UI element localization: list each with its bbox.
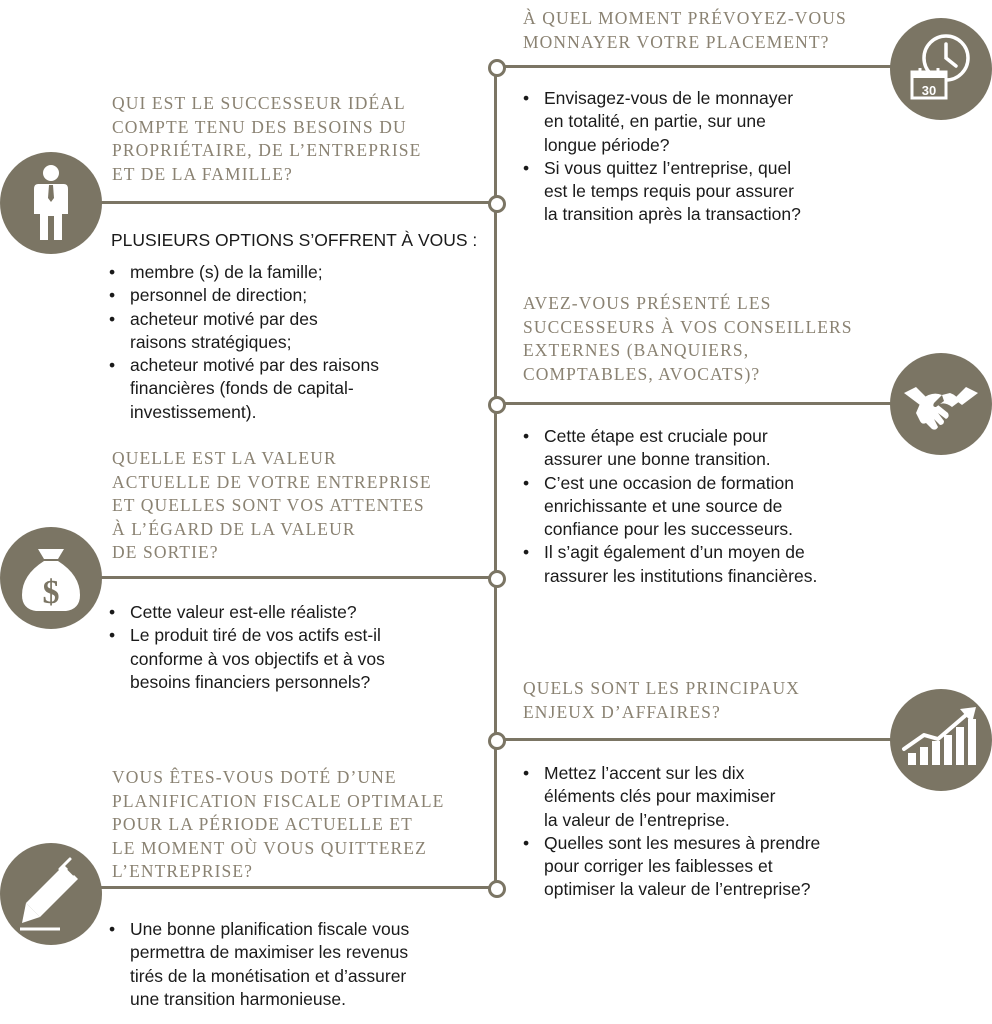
pen-icon — [0, 843, 102, 945]
heading-line: PLANIFICATION FISCALE OPTIMALE — [112, 790, 445, 811]
heading-line: QUELS SONT LES PRINCIPAUX — [523, 678, 800, 698]
heading-line: QUI EST LE SUCCESSEUR IDÉAL — [112, 93, 406, 113]
heading-line: ET DE LA FAMILLE? — [112, 163, 293, 184]
heading-line: EXTERNES (BANQUIERS, — [523, 340, 750, 360]
successor-icon-badge — [0, 152, 102, 254]
bullets-business — [522, 762, 820, 902]
heading-line: PROPRIÉTAIRE, DE L’ENTREPRISE — [112, 140, 422, 160]
tax-icon-badge — [0, 843, 102, 945]
timeline-spine — [494, 66, 497, 890]
business-icon-badge — [890, 689, 992, 791]
heading-line: ET QUELLES SONT VOS ATTENTES — [112, 495, 425, 515]
timeline-node-monetization — [488, 59, 506, 77]
heading-line: L’ENTREPRISE? — [112, 861, 254, 881]
heading-line: SUCCESSEURS À VOS CONSEILLERS — [523, 316, 853, 337]
list-item: • acheteur motivé par des raisons financières (fonds de capital- investissement). — [108, 354, 379, 424]
bullets-successor — [108, 261, 379, 424]
heading-value — [112, 447, 432, 565]
list-item: • Une bonne planification fiscale vous permettra de maximiser les revenus tirés de la monétisation et d’assurer une transition harmonieuse. — [108, 918, 409, 1011]
heading-line: À L’ÉGARD DE LA VALEUR — [112, 518, 356, 539]
bullets-value — [108, 601, 385, 694]
value-icon-badge — [0, 527, 102, 629]
person-icon — [0, 152, 102, 254]
heading-line: COMPTE TENU DES BESOINS DU — [112, 116, 407, 137]
handshake-icon — [890, 353, 992, 455]
connector-business — [500, 738, 892, 741]
connector-tax — [95, 886, 492, 889]
list-item: • Quelles sont les mesures à prendre pour corriger les faiblesses et optimiser la valeur de l’entreprise? — [522, 832, 820, 902]
timeline-node-value — [488, 570, 506, 588]
list-item: • Il s’agit également d’un moyen de rassurer les institutions financières. — [522, 541, 817, 588]
list-item: • C’est une occasion de formation enrichissante et une source de confiance pour les successeurs. — [522, 472, 817, 542]
heading-monetization — [523, 7, 847, 54]
heading-business — [523, 677, 800, 724]
monetization-icon-badge — [890, 18, 992, 120]
list-item: • Cette étape est cruciale pour assurer une bonne transition. — [522, 425, 817, 472]
connector-successor — [95, 201, 492, 204]
heading-advisors — [523, 292, 853, 386]
timeline-node-tax — [488, 880, 506, 898]
advisors-icon-badge — [890, 353, 992, 455]
list-item: • acheteur motivé par des raisons stratégiques; — [108, 308, 379, 355]
timeline-node-business — [488, 732, 506, 750]
list-item: • Envisagez-vous de le monnayer en totalité, en partie, sur une longue période? — [522, 87, 801, 157]
timeline-node-successor — [488, 195, 506, 213]
heading-line: VOUS ÊTES-VOUS DOTÉ D’UNE — [112, 767, 397, 787]
bullets-advisors — [522, 425, 817, 588]
bullets-monetization — [522, 87, 801, 227]
connector-value — [95, 576, 492, 579]
money-bag-icon — [0, 527, 102, 629]
timeline-node-advisors — [488, 396, 506, 414]
list-item: • membre (s) de la famille; — [108, 261, 379, 284]
heading-line: DE SORTIE? — [112, 542, 219, 562]
heading-line: QUELLE EST LA VALEUR — [112, 448, 337, 468]
list-item: • Le produit tiré de vos actifs est-il conforme à vos objectifs et à vos besoins financiers personnels? — [108, 624, 385, 694]
heading-line: ENJEUX D’AFFAIRES? — [523, 701, 721, 722]
heading-line: LE MOMENT OÙ VOUS QUITTEREZ — [112, 837, 427, 858]
heading-line: MONNAYER VOTRE PLACEMENT? — [523, 31, 830, 52]
heading-line: COMPTABLES, AVOCATS)? — [523, 363, 761, 384]
options-intro: PLUSIEURS OPTIONS S’OFFRENT À VOUS : — [111, 230, 478, 250]
heading-tax — [112, 766, 444, 884]
list-item: • Cette valeur est-elle réaliste? — [108, 601, 385, 624]
connector-advisors — [500, 402, 892, 405]
list-item: • Mettez l’accent sur les dix éléments clés pour maximiser la valeur de l’entreprise. — [522, 762, 820, 832]
list-item: • personnel de direction; — [108, 284, 379, 307]
connector-monetization — [500, 65, 892, 68]
calendar-clock-icon — [890, 18, 992, 120]
bullets-tax — [108, 918, 409, 1011]
heading-line: À QUEL MOMENT PRÉVOYEZ-VOUS — [523, 8, 847, 28]
calendar-day-label: 30 — [921, 83, 937, 98]
heading-successor — [112, 92, 421, 186]
heading-line: POUR LA PÉRIODE ACTUELLE ET — [112, 814, 413, 834]
growth-chart-icon — [890, 689, 992, 791]
svg-text:$: $ — [42, 574, 60, 611]
list-item: • Si vous quittez l’entreprise, quel est le temps requis pour assurer la transition après la transaction? — [522, 157, 801, 227]
heading-line: AVEZ-VOUS PRÉSENTÉ LES — [523, 293, 772, 313]
heading-line: ACTUELLE DE VOTRE ENTREPRISE — [112, 471, 432, 492]
